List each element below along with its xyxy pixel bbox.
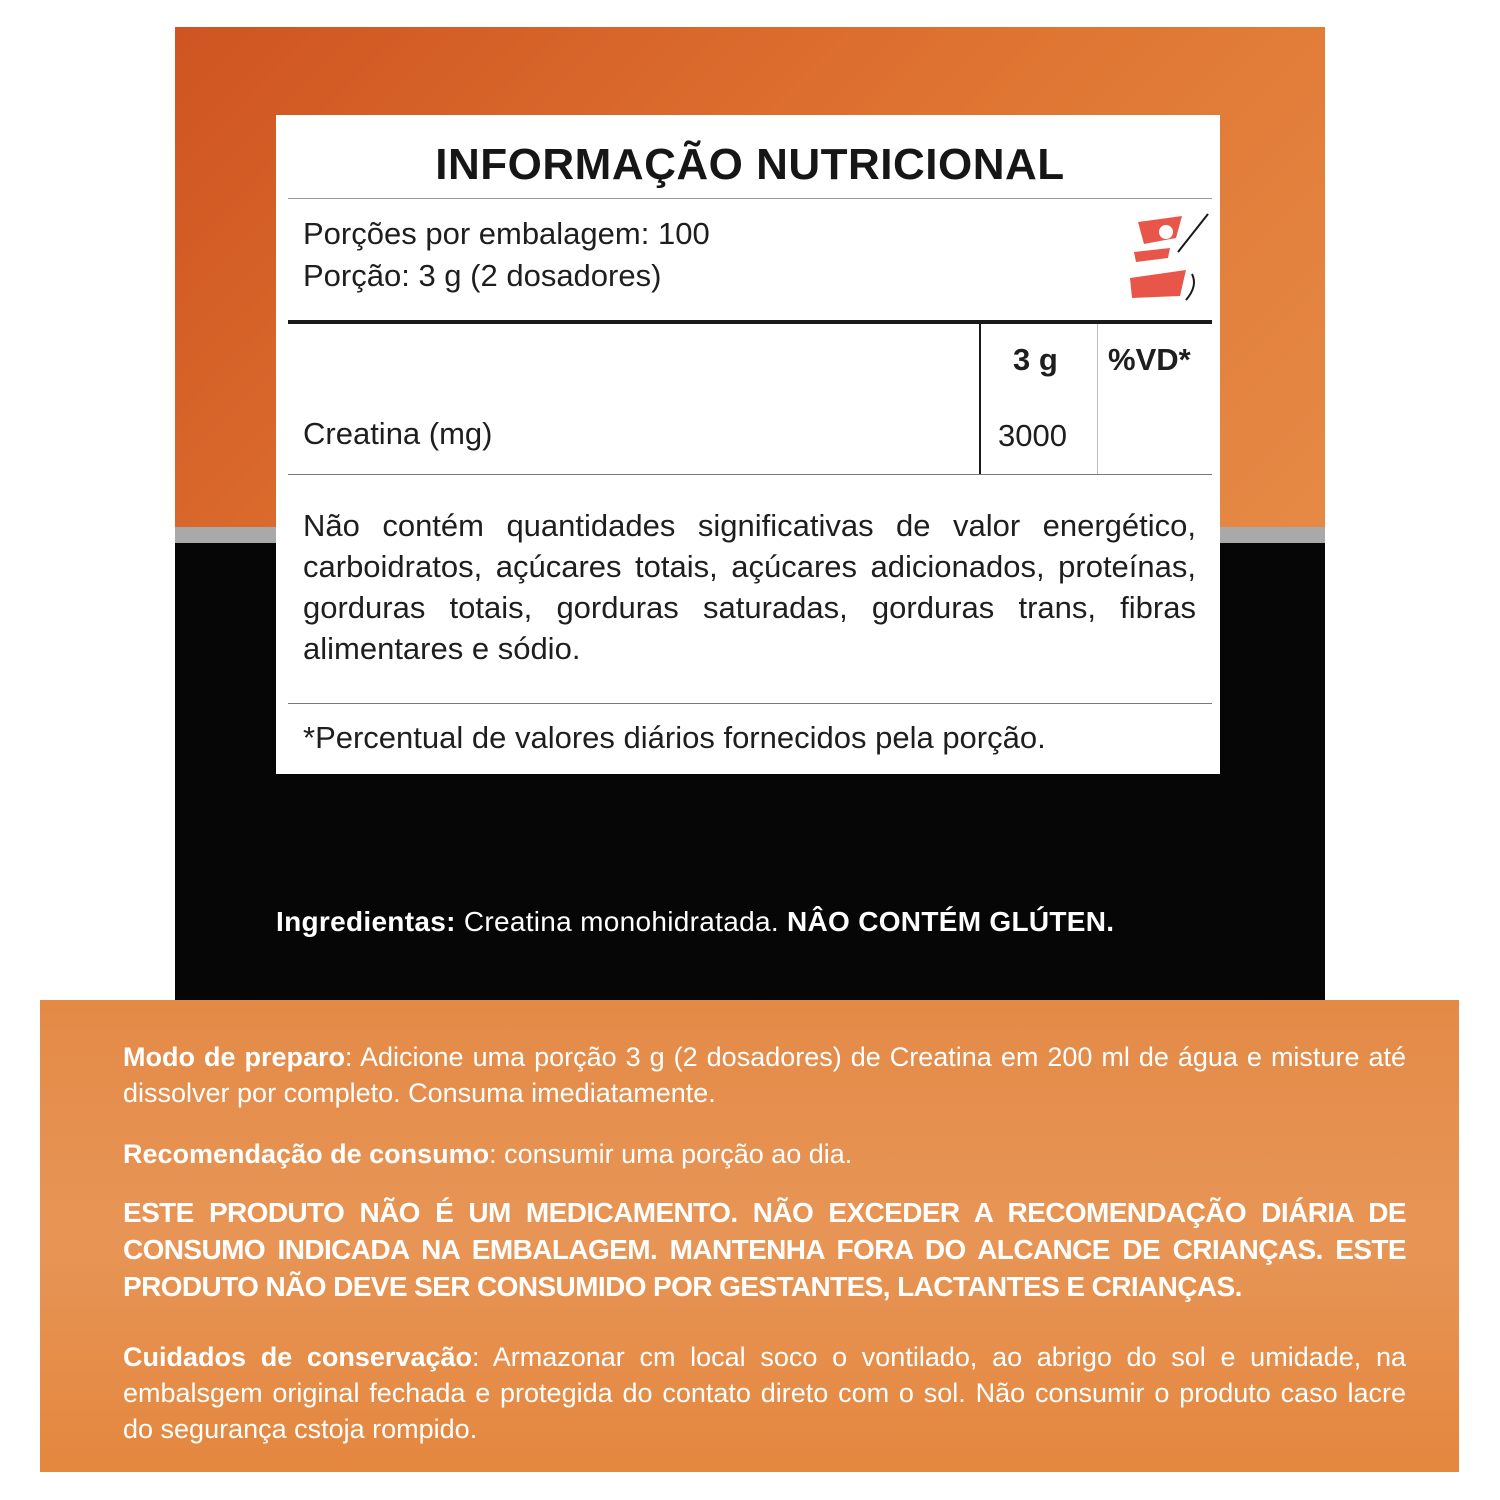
preparo-text: : Adicione uma porção 3 g (2 dosadores) de Creatina em 200 ml de água e misture até dissolver por completo. Consuma imediatamente. (123, 1042, 1406, 1108)
conservacao-text: : Armazonar cm local soco o vontilado, ao abrigo do sol e umidade, na embalsgem original fechada e protegida do contato direto com o sol. Não consumir o produto caso lacre do segurança cstoja rompido. (123, 1342, 1406, 1444)
preparo-label: Modo de preparo (123, 1042, 345, 1072)
divider-footnote (288, 703, 1212, 704)
ingredients-label: Ingredientas: (276, 906, 456, 937)
divider-title (288, 198, 1212, 199)
label-footnote: *Percentual de valores diários fornecidos pela porção. (303, 720, 1046, 755)
warning-text: ESTE PRODUTO NÃO É UM MEDICAMENTO. NÃO EXCEDER A RECOMENDAÇÃO DIÁRIA DE CONSUMO INDICADA NA EMBALAGEM. MANTENHA FORA DO ALCANCE DE CRIANÇAS. ESTE PRODUTO NÃO DEVE SER CONSUMIDO POR GESTANTES, LACTANTES E CRIANÇAS. (123, 1197, 1406, 1302)
divider-thick (288, 320, 1212, 324)
column-divider-2 (1097, 324, 1098, 475)
ingredients-line (276, 906, 1114, 938)
column-header-amount: 3 g (1013, 342, 1058, 377)
label-title: INFORMAÇÃO NUTRICIONAL (435, 140, 1065, 189)
servings-per-package: Porções por embalagem: 100 (303, 216, 710, 251)
row-creatina-amount: 3000 (998, 418, 1067, 453)
column-header-dv: %VD* (1108, 342, 1191, 377)
column-divider-1 (979, 324, 981, 475)
divider-rows (288, 474, 1212, 475)
inmetro-figure-icon (1124, 208, 1214, 304)
gluten-statement: NÂO CONTÉM GLÚTEN. (787, 906, 1115, 937)
preparo-paragraph (123, 1039, 1406, 1111)
serving-size: Porção: 3 g (2 dosadores) (303, 258, 662, 293)
label-note: Não contém quantidades significativas de valor energético, carboidratos, açúcares totais, açúcares adicionados, proteínas, gorduras totais, gorduras saturadas, gorduras trans, fibras alimentares e sódio. (303, 508, 1196, 666)
recomendacao-paragraph (123, 1136, 1406, 1172)
conservacao-paragraph (123, 1339, 1406, 1447)
row-creatina-name: Creatina (mg) (303, 416, 493, 451)
recomendacao-label: Recomendação de consumo (123, 1139, 490, 1169)
ingredients-text: Creatina monohidratada. (463, 906, 779, 937)
conservacao-label: Cuidados de conservação (123, 1342, 472, 1372)
recomendacao-text: : consumir uma porção ao dia. (489, 1139, 853, 1169)
